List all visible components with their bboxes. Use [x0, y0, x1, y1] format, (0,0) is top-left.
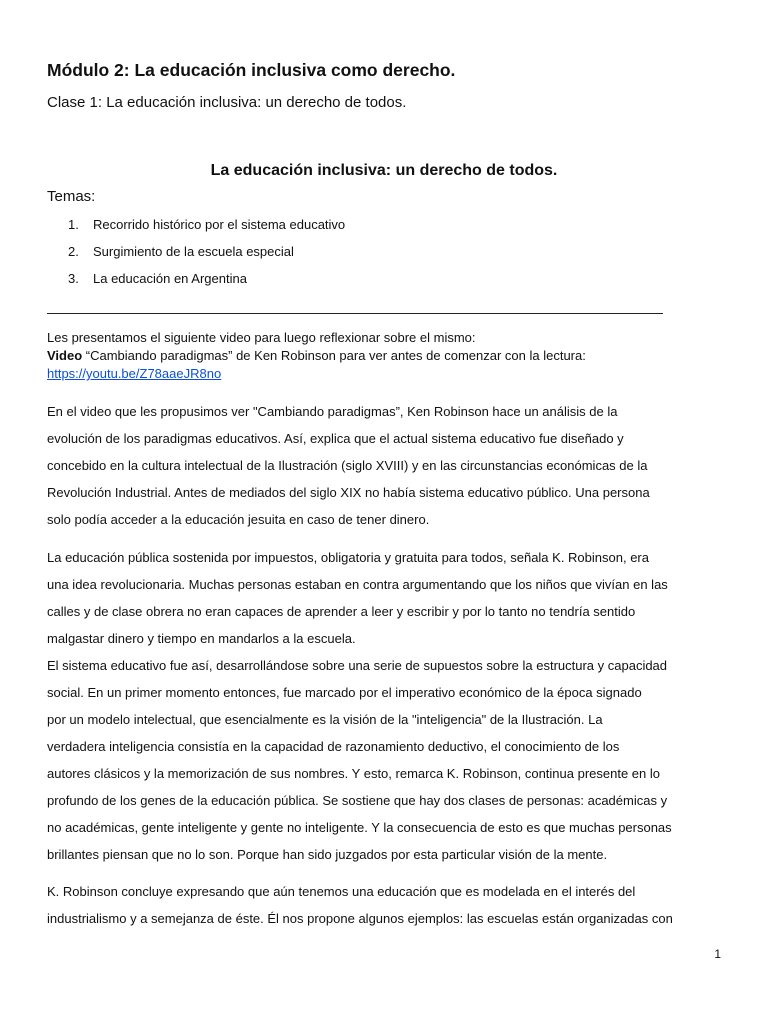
- paragraph-line: evolución de los paradigmas educativos. Así, explica que el actual sistema educativo fue diseñado y: [47, 431, 624, 446]
- intro-line: Les presentamos el siguiente video para luego reflexionar sobre el mismo:: [47, 330, 476, 345]
- topic-item: [68, 270, 345, 297]
- topic-item: [68, 243, 345, 270]
- video-description: “Cambiando paradigmas” de Ken Robinson para ver antes de comenzar con la lectura:: [82, 348, 586, 363]
- paragraph-line: malgastar dinero y tiempo en mandarlos a la escuela.: [47, 631, 356, 646]
- paragraph-line: Revolución Industrial. Antes de mediados del siglo XIX no había sistema educativo público. Una persona: [47, 485, 650, 500]
- paragraph-line: K. Robinson concluye expresando que aún tenemos una educación que es modelada en el interés del: [47, 884, 636, 899]
- topic-text: Recorrido histórico por el sistema educativo: [93, 217, 346, 232]
- video-label: Video: [47, 348, 83, 363]
- topic-text: La educación en Argentina: [93, 271, 247, 286]
- paragraph-line: En el video que les propusimos ver "Cambiando paradigmas”, Ken Robinson hace un análisis de la: [47, 404, 618, 419]
- module-title: Módulo 2: La educación inclusiva como derecho.: [47, 60, 456, 80]
- topic-number: 3.: [68, 271, 79, 286]
- paragraph-line: El sistema educativo fue así, desarrollándose sobre una serie de supuestos sobre la estructura y capacidad: [47, 658, 668, 673]
- class-title: Clase 1: La educación inclusiva: un derecho de todos.: [47, 94, 407, 111]
- paragraph-line: una idea revolucionaria. Muchas personas estaban en contra argumentando que los niños que vivían en las: [47, 577, 668, 592]
- paragraph-line: no académicas, gente inteligente y gente no inteligente. Y la consecuencia de esto es que muchas personas: [47, 820, 672, 835]
- paragraph-line: por un modelo intelectual, que esencialmente es la visión de la "inteligencia" de la Ilustración. La: [47, 712, 603, 727]
- paragraph-line: La educación pública sostenida por impuestos, obligatoria y gratuita para todos, señala K. Robinson, era: [47, 550, 649, 565]
- video-line: [47, 347, 586, 365]
- paragraph-line: autores clásicos y la memorización de sus nombres. Y esto, remarca K. Robinson, continua presente en lo: [47, 766, 660, 781]
- paragraph-line: solo podía acceder a la educación jesuita en caso de tener dinero.: [47, 512, 430, 527]
- paragraph-line: industrialismo y a semejanza de éste. Él nos propone algunos ejemplos: las escuelas están organizadas con: [47, 911, 673, 926]
- main-heading: La educación inclusiva: un derecho de todos.: [210, 162, 558, 179]
- intro-block: [47, 329, 586, 383]
- paragraph-3: [47, 878, 727, 932]
- separator-rule: [47, 313, 663, 314]
- topics-label: Temas:: [47, 188, 96, 205]
- topics-list: [68, 216, 345, 297]
- paragraph-1: [47, 398, 727, 533]
- topic-item: [68, 216, 345, 243]
- topic-text: Surgimiento de la escuela especial: [93, 244, 294, 259]
- video-link[interactable]: https://youtu.be/Z78aaeJR8no: [47, 366, 222, 381]
- paragraph-line: brillantes piensan que no lo son. Porque han sido juzgados por esta particular visión de la mente.: [47, 847, 608, 862]
- paragraph-line: concebido en la cultura intelectual de la Ilustración (siglo XVIII) y en las circunstancias económicas de la: [47, 458, 648, 473]
- paragraph-line: calles y de clase obrera no eran capaces de aprender a leer y escribir y por lo tanto no tendría sentido: [47, 604, 636, 619]
- topic-number: 1.: [68, 217, 79, 232]
- paragraph-line: profundo de los genes de la educación pública. Se sostiene que hay dos clases de personas: académicas y: [47, 793, 668, 808]
- paragraph-2: [47, 544, 727, 868]
- topic-number: 2.: [68, 244, 79, 259]
- paragraph-line: verdadera inteligencia consistía en la capacidad de razonamiento deductivo, el conocimiento de los: [47, 739, 620, 754]
- page-number: 1: [714, 947, 721, 961]
- paragraph-line: social. En un primer momento entonces, fue marcado por el imperativo económico de la época signado: [47, 685, 642, 700]
